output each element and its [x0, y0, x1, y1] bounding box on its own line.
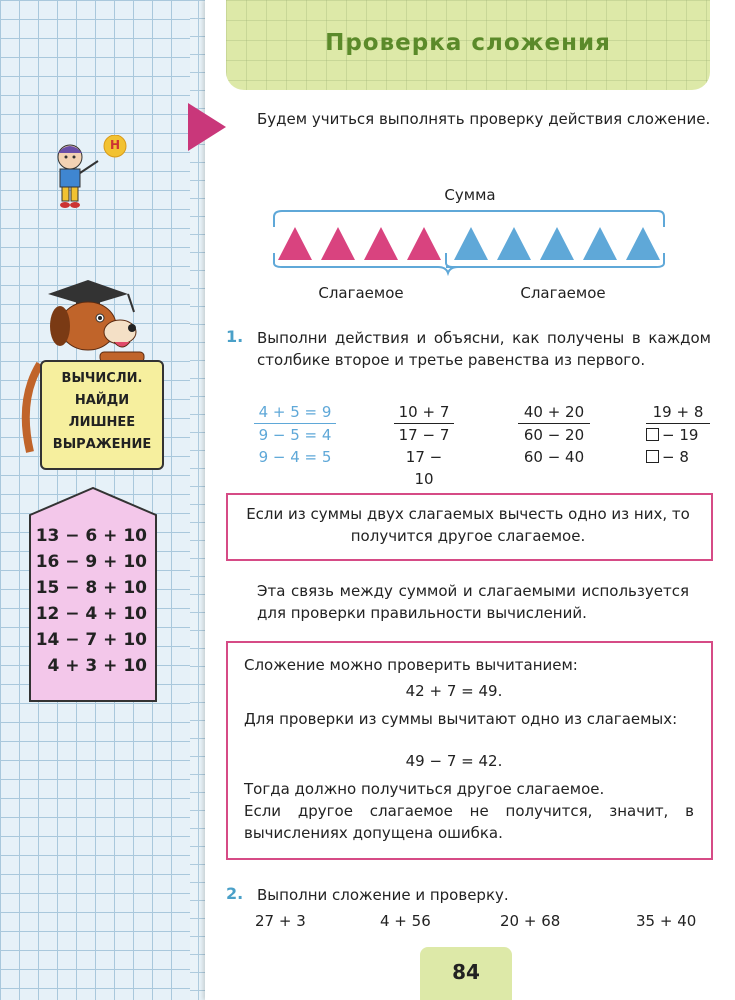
sidebar-task-line: ЛИШНЕЕ	[68, 415, 136, 430]
sidebar-task-line: ВЫЧИСЛИ.	[61, 371, 143, 386]
task1-column	[518, 401, 590, 468]
column-row: 17 − 7	[398, 426, 450, 444]
task2-item: 27 + 3	[255, 912, 306, 930]
rule2-line: Для проверки из суммы вычитают одно из слагаемых:	[244, 710, 678, 728]
column-row: 60 − 20	[523, 426, 585, 444]
sum-label: Сумма	[444, 186, 496, 204]
pink-triangle	[278, 227, 312, 260]
empty-square-icon	[646, 450, 659, 463]
intro-paragraph: Будем учиться выполнять проверку действия сложение.	[257, 110, 711, 128]
expression-item: 12 − 4 + 10	[35, 604, 147, 624]
sidebar-task-line: НАЙДИ	[74, 393, 130, 408]
pink-triangle	[321, 227, 355, 260]
column-row: − 8	[662, 448, 689, 466]
column-row: 9 − 5 = 4	[258, 426, 332, 444]
rule2-line: Если другое слагаемое не получится, значит, в вычислениях допущена ошибка.	[244, 802, 694, 842]
expressions-list	[35, 523, 147, 679]
addend1-label: Слагаемое	[318, 284, 404, 302]
page-title: Проверка сложения	[325, 30, 611, 56]
pointer-triangle-icon	[188, 103, 226, 151]
task1-column	[394, 401, 454, 490]
expression-item: 15 − 8 + 10	[35, 578, 147, 598]
task1-column	[646, 401, 710, 468]
expression-item: 13 − 6 + 10	[35, 526, 147, 546]
sidebar-task-line: ВЫРАЖЕНИЕ	[52, 437, 152, 452]
expression-item: 16 − 9 + 10	[35, 552, 147, 572]
column-row: 10 + 7	[394, 401, 454, 424]
blue-triangle	[454, 227, 488, 260]
expression-item: 14 − 7 + 10	[35, 630, 147, 650]
dog-professor-icon	[30, 276, 160, 366]
task1-text: Выполни действия и объясни, как получены в каждом столбике второе и третье равенства из первого.	[257, 329, 711, 369]
task2-text: Выполни сложение и проверку.	[257, 886, 509, 904]
rule2-equation: 42 + 7 = 49.	[405, 682, 503, 700]
task1-number: 1.	[226, 327, 244, 346]
column-row: 19 + 8	[646, 401, 710, 424]
expression-item: 4 + 3 + 10	[47, 656, 147, 676]
rule2-equation: 49 − 7 = 42.	[405, 752, 503, 770]
empty-square-icon	[646, 428, 659, 441]
page-number: 84	[420, 947, 512, 1000]
blue-triangle	[626, 227, 660, 260]
blue-triangle	[497, 227, 531, 260]
task2-number: 2.	[226, 884, 244, 903]
column-row: 9 − 4 = 5	[258, 448, 332, 466]
pink-triangle	[364, 227, 398, 260]
connection-paragraph: Эта связь между суммой и слагаемыми используется для проверки правильности вычислений.	[257, 582, 689, 622]
boy-with-flag-icon	[48, 135, 138, 215]
blue-triangle	[540, 227, 574, 260]
column-row: 60 − 40	[523, 448, 585, 466]
task2-item: 20 + 68	[500, 912, 561, 930]
sum-bracket	[274, 211, 664, 227]
rule1-text: Если из суммы двух слагаемых вычесть одно из них, то получится другое слагаемое.	[246, 505, 690, 545]
sum-diagram	[270, 205, 670, 280]
sidebar-task-box	[40, 360, 164, 470]
task1-column	[254, 401, 336, 468]
task2-item: 35 + 40	[636, 912, 697, 930]
column-row: − 19	[662, 426, 699, 444]
blue-triangle	[583, 227, 617, 260]
rule2-line: Сложение можно проверить вычитанием:	[244, 656, 578, 674]
pink-triangle	[407, 227, 441, 260]
task2-item: 4 + 56	[380, 912, 431, 930]
rule2-line: Тогда должно получиться другое слагаемое.	[244, 780, 605, 798]
column-row: 4 + 5 = 9	[254, 401, 336, 424]
badge-letter: Н	[109, 138, 121, 152]
column-row: 17 − 10	[405, 448, 443, 488]
column-row: 40 + 20	[518, 401, 590, 424]
addend2-label: Слагаемое	[520, 284, 606, 302]
